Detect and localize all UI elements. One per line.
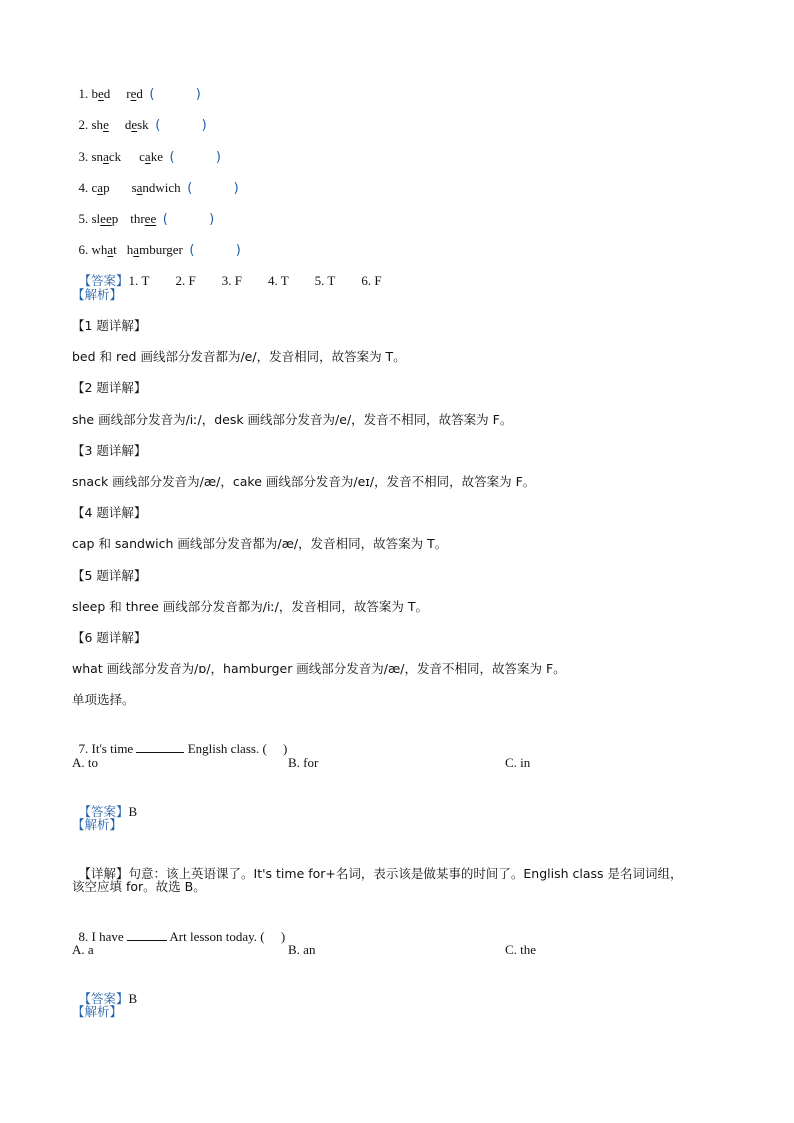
- answer-blank: ( ): [187, 181, 239, 196]
- fill-blank: [136, 740, 184, 753]
- detail-text-2: she 画线部分发音为/iː/，desk 画线部分发音为/e/，发音不相同，故答案为 F。: [72, 412, 513, 427]
- detail-text-5: sleep 和 three 画线部分发音都为/iː/，发音相同，故答案为 T。: [72, 599, 429, 614]
- item-number: 3.: [78, 149, 89, 164]
- answer-blank: ( ): [149, 87, 201, 102]
- q8-answer: 【答案】B: [78, 991, 138, 1006]
- q7-option-a: A. to: [72, 755, 98, 770]
- q8-analysis-tag: 【解析】: [72, 1004, 123, 1019]
- underlined-letters: e: [130, 86, 137, 101]
- phonics-item-6: 6. what hamburger ( ): [78, 242, 241, 258]
- phonics-item-4: 4. cap sandwich ( ): [78, 180, 239, 196]
- underlined-letters: e: [131, 117, 138, 132]
- q7-option-b: B. for: [288, 755, 319, 770]
- detail-head-1: 【1 题详解】: [72, 318, 147, 333]
- underlined-letters: a: [144, 149, 151, 164]
- detail-text-3: snack 画线部分发音为/æ/，cake 画线部分发音为/eɪ/，发音不相同，故答案为 F。: [72, 474, 536, 489]
- item-number: 2.: [78, 117, 89, 132]
- item-number: 1.: [78, 86, 89, 101]
- q7-answer: 【答案】B: [78, 804, 138, 819]
- answer-blank: ( ): [162, 212, 215, 227]
- phonics-item-5: 5. sleep three ( ): [78, 211, 215, 227]
- answer-blank: ( ): [155, 118, 207, 133]
- underlined-letters: a: [133, 242, 140, 257]
- underlined-letters: a: [103, 149, 109, 164]
- item-number: 5.: [78, 211, 89, 226]
- detail-text-6: what 画线部分发音为/ɒ/，hamburger 画线部分发音为/æ/，发音不相同，故答案为 F。: [72, 661, 566, 676]
- item-number: 6.: [78, 242, 89, 257]
- detail-text-4: cap 和 sandwich 画线部分发音都为/æ/，发音相同，故答案为 T。: [72, 536, 448, 551]
- detail-head-4: 【4 题详解】: [72, 505, 147, 520]
- item-number: 4.: [78, 180, 89, 195]
- q7-detail-line-2: 该空应填 for。故选 B。: [72, 879, 206, 894]
- answer-tag: 【答案】: [78, 273, 129, 288]
- detail-text-1: bed 和 red 画线部分发音都为/e/，发音相同，故答案为 T。: [72, 349, 406, 364]
- fill-blank: [127, 928, 167, 941]
- answers-line: 【答案】1. T 2. F 3. F 4. T 5. T 6. F: [78, 273, 382, 288]
- phonics-item-2: 2. she desk ( ): [78, 117, 207, 133]
- detail-head-3: 【3 题详解】: [72, 443, 147, 458]
- underlined-letters: e: [98, 86, 104, 101]
- underlined-letters: e: [103, 117, 109, 132]
- section-title: 单项选择。: [72, 692, 135, 707]
- question-8: 8. I have Art lesson today. ( ): [78, 929, 286, 944]
- underlined-letters: ee: [100, 211, 112, 226]
- q7-analysis-tag: 【解析】: [72, 817, 123, 832]
- q7-detail-line-1: 【详解】句意：该上英语课了。It's time for+名词，表示该是做某事的时间了。English class 是名词词组，: [78, 866, 683, 881]
- analysis-tag: 【解析】: [72, 287, 123, 302]
- answer-blank: ( ): [189, 243, 241, 258]
- q7-option-c: C. in: [505, 755, 531, 770]
- underlined-letters: a: [136, 180, 143, 195]
- underlined-letters: a: [107, 242, 114, 257]
- q8-option-c: C. the: [505, 942, 537, 957]
- detail-head-5: 【5 题详解】: [72, 568, 147, 583]
- detail-head-6: 【6 题详解】: [72, 630, 147, 645]
- phonics-item-3: 3. snack cake ( ): [78, 149, 221, 165]
- q8-option-a: A. a: [72, 942, 94, 957]
- underlined-letters: ee: [144, 211, 157, 226]
- underlined-letters: a: [97, 180, 104, 195]
- answer-blank: ( ): [169, 150, 221, 165]
- detail-head-2: 【2 题详解】: [72, 380, 147, 395]
- q8-option-b: B. an: [288, 942, 316, 957]
- phonics-item-1: 1. bed red ( ): [78, 86, 201, 102]
- question-7: 7. It's time English class. ( ): [78, 741, 288, 756]
